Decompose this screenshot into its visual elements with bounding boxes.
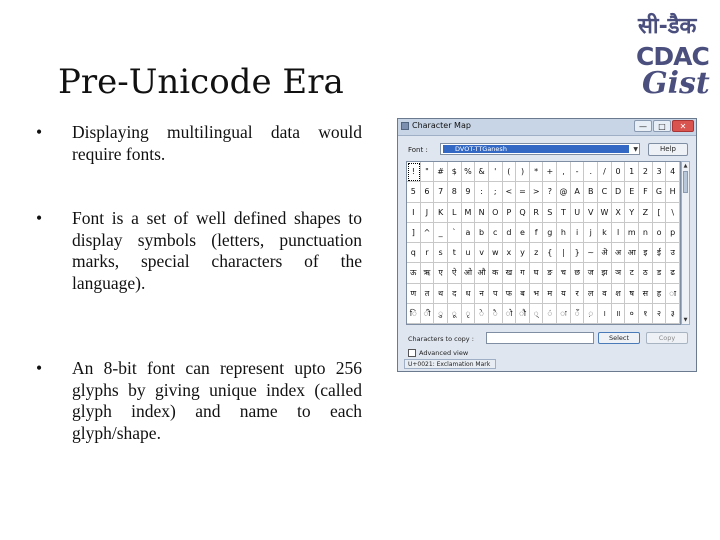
- glyph-cell[interactable]: थ: [434, 284, 448, 304]
- glyph-cell[interactable]: l: [612, 223, 626, 243]
- glyph-cell[interactable]: ': [489, 162, 503, 182]
- scroll-down-icon[interactable]: ▼: [683, 317, 688, 323]
- glyph-cell[interactable]: B: [584, 182, 598, 202]
- cdac-gist-logo: [628, 10, 714, 102]
- glyph-cell[interactable]: F: [639, 182, 653, 202]
- bullet-text: An 8-bit font can represent upto 256 glyphs by giving unique index (called glyph index) and name to each glyph/shape.: [72, 358, 362, 443]
- glyph-cell[interactable]: 8: [448, 182, 462, 202]
- glyph-cell[interactable]: ए: [434, 263, 448, 283]
- glyph-cell[interactable]: f: [530, 223, 544, 243]
- glyph-cell[interactable]: त: [421, 284, 435, 304]
- glyph-cell[interactable]: L: [448, 203, 462, 223]
- glyph-cell[interactable]: v: [475, 243, 489, 263]
- maximize-button[interactable]: □: [653, 120, 671, 132]
- glyph-cell[interactable]: 9: [462, 182, 476, 202]
- glyph-cell[interactable]: ?: [543, 182, 557, 202]
- glyph-cell[interactable]: ": [421, 162, 435, 182]
- glyph-cell[interactable]: ३: [666, 304, 680, 324]
- glyph-cell[interactable]: ^: [421, 223, 435, 243]
- glyph-cell[interactable]: s: [434, 243, 448, 263]
- glyph-cell[interactable]: V: [584, 203, 598, 223]
- glyph-cell[interactable]: ऋ: [421, 263, 435, 283]
- glyph-cell[interactable]: ु: [434, 304, 448, 324]
- glyph-cell[interactable]: x: [503, 243, 517, 263]
- advanced-view-label: Advanced view: [419, 349, 469, 357]
- glyph-cell[interactable]: ि: [407, 304, 421, 324]
- glyph-cell[interactable]: a: [462, 223, 476, 243]
- glyph-cell[interactable]: ठ: [639, 263, 653, 283]
- glyph-cell[interactable]: छ: [571, 263, 585, 283]
- glyph-cell[interactable]: M: [462, 203, 476, 223]
- glyph-cell[interactable]: z: [530, 243, 544, 263]
- glyph-cell[interactable]: T: [557, 203, 571, 223]
- bullet-marker: •: [36, 358, 43, 378]
- glyph-cell[interactable]: $: [448, 162, 462, 182]
- glyph-cell[interactable]: n: [639, 223, 653, 243]
- glyph-cell[interactable]: ी: [421, 304, 435, 324]
- glyph-cell[interactable]: ]: [407, 223, 421, 243]
- glyph-cell[interactable]: c: [489, 223, 503, 243]
- glyph-cell[interactable]: C: [598, 182, 612, 202]
- glyph-cell[interactable]: घ: [530, 263, 544, 283]
- glyph-cell[interactable]: ौ: [516, 304, 530, 324]
- checkbox-icon[interactable]: [408, 349, 416, 357]
- logo-cdac-text: CDAC: [636, 42, 709, 71]
- glyph-cell[interactable]: J: [421, 203, 435, 223]
- glyph-cell[interactable]: ञ: [612, 263, 626, 283]
- font-label: Font :: [408, 146, 428, 154]
- glyph-cell[interactable]: ः: [557, 304, 571, 324]
- advanced-view-checkbox[interactable]: [408, 349, 468, 357]
- glyph-grid-scrollbar[interactable]: [681, 161, 690, 325]
- glyph-cell[interactable]: >: [530, 182, 544, 202]
- glyph-cell[interactable]: ई: [653, 243, 667, 263]
- glyph-cell[interactable]: र: [571, 284, 585, 304]
- glyph-cell[interactable]: 2: [639, 162, 653, 182]
- glyph-cell[interactable]: -: [571, 162, 585, 182]
- glyph-cell[interactable]: ँ: [571, 304, 585, 324]
- glyph-cell[interactable]: ं: [543, 304, 557, 324]
- glyph-cell[interactable]: ऄ: [598, 243, 612, 263]
- glyph-cell[interactable]: ़: [584, 304, 598, 324]
- glyph-cell[interactable]: i: [571, 223, 585, 243]
- glyph-cell[interactable]: k: [598, 223, 612, 243]
- glyph-cell[interactable]: d: [503, 223, 517, 243]
- glyph-cell[interactable]: O: [489, 203, 503, 223]
- glyph-cell[interactable]: 5: [407, 182, 421, 202]
- glyph-cell[interactable]: ट: [625, 263, 639, 283]
- glyph-cell[interactable]: K: [434, 203, 448, 223]
- glyph-cell[interactable]: इ: [639, 243, 653, 263]
- glyph-cell[interactable]: ।: [598, 304, 612, 324]
- bullet-item: [36, 358, 362, 444]
- bullet-text: Font is a set of well defined shapes to display symbols (letters, punctuation marks, special characters of the language).: [72, 208, 362, 293]
- glyph-cell[interactable]: ृ: [462, 304, 476, 324]
- glyph-cell[interactable]: I: [407, 203, 421, 223]
- glyph-cell[interactable]: <: [503, 182, 517, 202]
- glyph-cell[interactable]: ण: [407, 284, 421, 304]
- glyph-cell[interactable]: /: [598, 162, 612, 182]
- glyph-cell[interactable]: 4: [666, 162, 680, 182]
- minimize-button[interactable]: —: [634, 120, 652, 132]
- font-dropdown-value: DVOT-TTGanesh: [443, 145, 629, 153]
- glyph-cell[interactable]: २: [653, 304, 667, 324]
- glyph-cell[interactable]: ङ: [543, 263, 557, 283]
- glyph-cell[interactable]: ल: [584, 284, 598, 304]
- character-map-window: [397, 118, 697, 372]
- glyph-cell[interactable]: +: [543, 162, 557, 182]
- glyph-cell[interactable]: स: [639, 284, 653, 304]
- copy-button[interactable]: Copy: [646, 332, 688, 344]
- glyph-cell[interactable]: आ: [625, 243, 639, 263]
- chevron-down-icon[interactable]: ▼: [633, 146, 638, 153]
- bullet-marker: •: [36, 122, 43, 142]
- glyph-cell[interactable]: य: [557, 284, 571, 304]
- glyph-cell[interactable]: ढ: [666, 263, 680, 283]
- glyph-cell[interactable]: ): [516, 162, 530, 182]
- glyph-cell[interactable]: Z: [639, 203, 653, 223]
- glyph-cell[interactable]: m: [625, 223, 639, 243]
- logo-hindi-text: सी-डैक: [638, 14, 697, 39]
- glyph-cell[interactable]: Y: [625, 203, 639, 223]
- glyph-grid: [406, 161, 681, 325]
- glyph-cell[interactable]: y: [516, 243, 530, 263]
- glyph-cell[interactable]: {: [543, 243, 557, 263]
- glyph-cell[interactable]: 6: [421, 182, 435, 202]
- glyph-cell[interactable]: G: [653, 182, 667, 202]
- bullet-text: Displaying multilingual data would require fonts.: [72, 122, 362, 164]
- glyph-cell[interactable]: N: [475, 203, 489, 223]
- glyph-cell[interactable]: Q: [516, 203, 530, 223]
- glyph-cell[interactable]: r: [421, 243, 435, 263]
- bullet-item: [36, 208, 362, 294]
- glyph-cell[interactable]: प: [489, 284, 503, 304]
- glyph-cell[interactable]: (: [503, 162, 517, 182]
- glyph-cell[interactable]: `: [448, 223, 462, 243]
- glyph-cell[interactable]: क: [489, 263, 503, 283]
- glyph-cell[interactable]: 1: [625, 162, 639, 182]
- glyph-cell[interactable]: ह: [653, 284, 667, 304]
- glyph-cell[interactable]: =: [516, 182, 530, 202]
- glyph-cell[interactable]: H: [666, 182, 680, 202]
- glyph-cell[interactable]: \: [666, 203, 680, 223]
- glyph-cell[interactable]: X: [612, 203, 626, 223]
- glyph-cell[interactable]: ू: [448, 304, 462, 324]
- bullet-marker: •: [36, 208, 43, 228]
- glyph-cell[interactable]: श: [612, 284, 626, 304]
- glyph-cell[interactable]: o: [653, 223, 667, 243]
- glyph-cell[interactable]: _: [434, 223, 448, 243]
- glyph-cell[interactable]: u: [462, 243, 476, 263]
- glyph-cell[interactable]: व: [598, 284, 612, 304]
- glyph-cell[interactable]: *: [530, 162, 544, 182]
- glyph-cell[interactable]: ्: [530, 304, 544, 324]
- glyph-cell[interactable]: ज: [584, 263, 598, 283]
- glyph-cell[interactable]: ;: [489, 182, 503, 202]
- logo-gist-text: Gist: [642, 66, 710, 101]
- glyph-cell[interactable]: w: [489, 243, 503, 263]
- glyph-cell[interactable]: ध: [462, 284, 476, 304]
- glyph-cell[interactable]: च: [557, 263, 571, 283]
- character-map-icon: [401, 122, 409, 130]
- window-titlebar[interactable]: [398, 119, 696, 136]
- glyph-cell[interactable]: अ: [612, 243, 626, 263]
- scroll-up-icon[interactable]: ▲: [683, 163, 688, 169]
- glyph-cell[interactable]: े: [475, 304, 489, 324]
- glyph-cell[interactable]: p: [666, 223, 680, 243]
- glyph-cell[interactable]: A: [571, 182, 585, 202]
- glyph-cell[interactable]: ो: [503, 304, 517, 324]
- bullet-item: [36, 122, 362, 165]
- glyph-cell[interactable]: #: [434, 162, 448, 182]
- help-button[interactable]: Help: [648, 143, 688, 156]
- glyph-cell[interactable]: %: [462, 162, 476, 182]
- glyph-cell[interactable]: ड: [653, 263, 667, 283]
- glyph-cell[interactable]: ा: [666, 284, 680, 304]
- glyph-cell[interactable]: e: [516, 223, 530, 243]
- glyph-cell[interactable]: q: [407, 243, 421, 263]
- glyph-cell[interactable]: ब: [516, 284, 530, 304]
- glyph-cell[interactable]: औ: [475, 263, 489, 283]
- glyph-cell[interactable]: }: [571, 243, 585, 263]
- glyph-cell[interactable]: t: [448, 243, 462, 263]
- glyph-cell[interactable]: ख: [503, 263, 517, 283]
- glyph-cell[interactable]: झ: [598, 263, 612, 283]
- glyph-cell[interactable]: W: [598, 203, 612, 223]
- glyph-cell[interactable]: U: [571, 203, 585, 223]
- glyph-cell[interactable]: ग: [516, 263, 530, 283]
- slide-title: Pre-Unicode Era: [58, 62, 344, 102]
- glyph-cell[interactable]: उ: [666, 243, 680, 263]
- glyph-cell[interactable]: h: [557, 223, 571, 243]
- glyph-cell[interactable]: :: [475, 182, 489, 202]
- glyph-cell[interactable]: @: [557, 182, 571, 202]
- font-dropdown[interactable]: [440, 143, 640, 155]
- glyph-cell[interactable]: ॥: [612, 304, 626, 324]
- characters-to-copy-label: Characters to copy :: [408, 335, 474, 343]
- glyph-cell[interactable]: E: [625, 182, 639, 202]
- glyph-cell[interactable]: .: [584, 162, 598, 182]
- glyph-cell[interactable]: ~: [584, 243, 598, 263]
- glyph-cell[interactable]: ०: [625, 304, 639, 324]
- glyph-cell[interactable]: म: [543, 284, 557, 304]
- status-bar: U+0021: Exclamation Mark: [404, 359, 496, 369]
- glyph-cell[interactable]: b: [475, 223, 489, 243]
- glyph-cell[interactable]: ओ: [462, 263, 476, 283]
- glyph-cell[interactable]: P: [503, 203, 517, 223]
- glyph-cell[interactable]: 3: [653, 162, 667, 182]
- window-title: Character Map: [412, 121, 471, 130]
- glyph-cell[interactable]: !: [407, 162, 421, 182]
- glyph-cell[interactable]: १: [639, 304, 653, 324]
- glyph-cell[interactable]: 0: [612, 162, 626, 182]
- glyph-cell[interactable]: न: [475, 284, 489, 304]
- glyph-cell[interactable]: S: [543, 203, 557, 223]
- glyph-cell[interactable]: ऐ: [448, 263, 462, 283]
- characters-to-copy-input[interactable]: [486, 332, 594, 344]
- glyph-cell[interactable]: ऊ: [407, 263, 421, 283]
- glyph-cell[interactable]: भ: [530, 284, 544, 304]
- glyph-cell[interactable]: [: [653, 203, 667, 223]
- glyph-cell[interactable]: ष: [625, 284, 639, 304]
- glyph-cell[interactable]: 7: [434, 182, 448, 202]
- glyph-cell[interactable]: D: [612, 182, 626, 202]
- glyph-cell[interactable]: फ: [503, 284, 517, 304]
- glyph-cell[interactable]: ,: [557, 162, 571, 182]
- glyph-cell[interactable]: ै: [489, 304, 503, 324]
- glyph-cell[interactable]: j: [584, 223, 598, 243]
- glyph-cell[interactable]: R: [530, 203, 544, 223]
- select-button[interactable]: Select: [598, 332, 640, 344]
- close-button[interactable]: ✕: [672, 120, 694, 132]
- glyph-cell[interactable]: &: [475, 162, 489, 182]
- glyph-cell[interactable]: द: [448, 284, 462, 304]
- glyph-cell[interactable]: |: [557, 243, 571, 263]
- glyph-cell[interactable]: g: [543, 223, 557, 243]
- scrollbar-thumb[interactable]: [683, 171, 688, 193]
